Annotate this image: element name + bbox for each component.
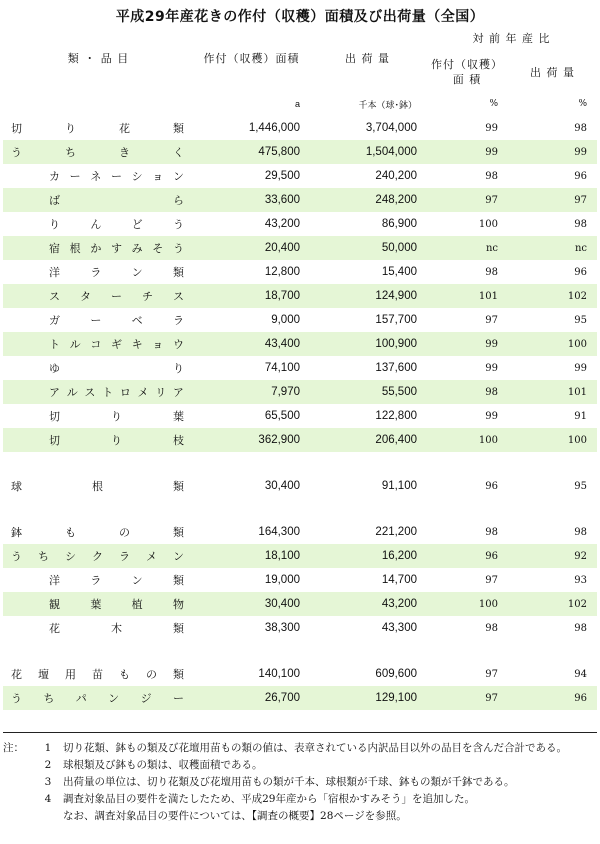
shipment-value: 15,400 — [381, 266, 417, 278]
shipment-value: 240,200 — [375, 170, 417, 182]
shipment-value: 14,700 — [381, 574, 417, 586]
header-ratio-shipment: 出 荷 量 — [530, 65, 575, 79]
row-label-text: ば ら — [49, 194, 184, 207]
shipment-value: 206,400 — [309, 428, 426, 452]
shipment-value: 248,200 — [309, 188, 426, 212]
header-ratio-area-line1: 作付（収穫） — [431, 58, 503, 71]
row-label-text: ゆ り — [49, 362, 184, 375]
ratio-area-value: 97 — [485, 574, 498, 586]
ratio-area-value: 98 — [426, 380, 508, 404]
ratio-area-value: 99 — [426, 140, 508, 164]
row-label — [3, 236, 194, 260]
table-row — [3, 260, 597, 284]
ratio-area-value: 97 — [426, 686, 508, 710]
spacer-row — [3, 452, 597, 474]
table-row — [3, 686, 597, 710]
row-label-text: り ん ど う — [49, 218, 184, 231]
shipment-value: 100,900 — [309, 332, 426, 356]
ratio-area-value: 100 — [426, 592, 508, 616]
ratio-shipment-value: 96 — [574, 266, 587, 278]
ratio-area-value: 99 — [485, 122, 498, 134]
row-label — [3, 662, 194, 686]
unit-ratio-area: % — [489, 99, 498, 109]
spacer-row — [3, 710, 597, 733]
ratio-shipment-value: 102 — [508, 284, 597, 308]
table-row — [3, 616, 597, 640]
row-label-text: ト ル コ ギ キ ョ ウ — [49, 338, 184, 351]
footnote-text: 出荷量の単位は、切り花類及び花壇用苗もの類が千本、球根類が千球、鉢もの類が千鉢である。 — [63, 776, 515, 788]
row-label-text: 洋 ラ ン 類 — [49, 574, 184, 587]
unit-area: a — [294, 99, 300, 109]
shipment-value: 43,200 — [309, 592, 426, 616]
row-label — [3, 332, 194, 356]
area-value: 164,300 — [258, 526, 300, 538]
ratio-shipment-value: 95 — [574, 480, 587, 492]
area-value: 30,400 — [264, 480, 300, 492]
area-value: 30,400 — [194, 592, 309, 616]
ratio-shipment-value: 98 — [574, 526, 587, 538]
row-label — [3, 116, 194, 140]
row-label — [3, 544, 194, 568]
ratio-area-value: nc — [426, 236, 508, 260]
ratio-shipment-value: nc — [508, 236, 597, 260]
row-label-text: 球 根 類 — [11, 480, 184, 493]
ratio-area-value: 96 — [426, 544, 508, 568]
footnote-number: 2 — [44, 759, 52, 771]
area-value: 7,970 — [194, 380, 309, 404]
ratio-area-value: 96 — [485, 480, 498, 492]
area-value: 362,900 — [194, 428, 309, 452]
area-value: 65,500 — [264, 410, 300, 422]
ratio-shipment-value: 92 — [508, 544, 597, 568]
row-label-text: 鉢 も の 類 — [11, 526, 184, 539]
header-ratio-area — [426, 52, 508, 92]
shipment-value: 43,300 — [381, 622, 417, 634]
row-label-text: ア ル ス ト ロ メ リ ア — [49, 386, 184, 399]
footnote-text: 切り花類、鉢もの類及び花壇用苗もの類の値は、表章されている内訳品目以外の品目を含んだ合計である。 — [63, 742, 567, 754]
ratio-area-value: 100 — [478, 218, 498, 230]
row-label — [3, 380, 194, 404]
row-label-text: 切 り 葉 — [49, 410, 184, 423]
area-value: 20,400 — [194, 236, 309, 260]
row-label — [3, 686, 194, 710]
row-label-text: う ち き く — [11, 146, 184, 159]
shipment-value: 157,700 — [375, 314, 417, 326]
ratio-shipment-value: 98 — [574, 122, 587, 134]
page-title: 平成29年産花きの作付（収穫）面積及び出荷量（全国） — [115, 9, 485, 25]
row-label-text: 洋 ラ ン 類 — [49, 266, 184, 279]
table-row — [3, 212, 597, 236]
ratio-shipment-value: 96 — [574, 170, 587, 182]
row-label-text: 花 壇 用 苗 も の 類 — [11, 668, 184, 681]
footnote-item — [3, 808, 597, 825]
shipment-value: 129,100 — [309, 686, 426, 710]
table-row — [3, 380, 597, 404]
footnote-number: 4 — [44, 793, 52, 805]
table-row — [3, 404, 597, 428]
row-label — [3, 188, 194, 212]
footnote-number: 3 — [44, 776, 52, 788]
table-row — [3, 544, 597, 568]
shipment-value: 221,200 — [375, 526, 417, 538]
footnote-text: 調査対象品目の要件を満たしたため、平成29年産から「宿根かすみそう」を追加した。 — [63, 793, 475, 805]
table-row — [3, 188, 597, 212]
shipment-value: 55,500 — [309, 380, 426, 404]
ratio-area-value: 98 — [485, 170, 498, 182]
header-ratio-group: 対 前 年 産 比 — [472, 32, 551, 45]
area-value: 18,100 — [194, 544, 309, 568]
table-row — [3, 140, 597, 164]
table-row — [3, 428, 597, 452]
row-label — [3, 568, 194, 592]
area-value: 33,600 — [194, 188, 309, 212]
row-label — [3, 260, 194, 284]
row-label-text: う ち パ ン ジ ー — [11, 692, 184, 705]
row-label-text: 花 木 類 — [49, 622, 184, 635]
shipment-value: 3,704,000 — [365, 122, 417, 134]
ratio-shipment-value: 98 — [574, 622, 587, 634]
table-row — [3, 236, 597, 260]
footnote-number — [33, 808, 63, 825]
footnotes — [3, 740, 597, 825]
table-row — [3, 520, 597, 544]
ratio-shipment-value: 99 — [508, 140, 597, 164]
area-value: 38,300 — [264, 622, 300, 634]
ratio-area-value: 99 — [485, 362, 498, 374]
ratio-area-value: 97 — [485, 314, 498, 326]
footnote-item — [3, 740, 597, 757]
ratio-shipment-value: 95 — [574, 314, 587, 326]
row-label — [3, 164, 194, 188]
table-row — [3, 332, 597, 356]
row-label — [3, 284, 194, 308]
row-label — [3, 356, 194, 380]
ratio-shipment-value: 98 — [574, 218, 587, 230]
row-label-text: う ち シ ク ラ メ ン — [11, 550, 184, 563]
table-row — [3, 568, 597, 592]
ratio-area-value: 98 — [485, 622, 498, 634]
area-value: 19,000 — [264, 574, 300, 586]
ratio-shipment-value: 94 — [574, 668, 587, 680]
ratio-shipment-value: 91 — [574, 410, 587, 422]
shipment-value: 122,800 — [375, 410, 417, 422]
ratio-area-value: 97 — [426, 188, 508, 212]
shipment-value: 16,200 — [309, 544, 426, 568]
row-label — [3, 616, 194, 640]
row-label-text: ガ ー ベ ラ — [49, 314, 184, 327]
row-label — [3, 428, 194, 452]
footnote-item — [3, 774, 597, 791]
area-value: 29,500 — [264, 170, 300, 182]
ratio-area-value: 101 — [426, 284, 508, 308]
header-category: 類 ・ 品 目 — [67, 52, 130, 65]
ratio-area-value: 98 — [485, 526, 498, 538]
ratio-shipment-value: 93 — [574, 574, 587, 586]
table-row — [3, 164, 597, 188]
ratio-shipment-value: 96 — [508, 686, 597, 710]
footnote-item — [3, 757, 597, 774]
ratio-shipment-value: 99 — [574, 362, 587, 374]
shipment-value: 50,000 — [309, 236, 426, 260]
row-label-text: 宿 根 か す み そ う — [49, 242, 184, 255]
row-label-text: ス タ ー チ ス — [49, 290, 184, 303]
area-value: 1,446,000 — [248, 122, 300, 134]
shipment-value: 124,900 — [309, 284, 426, 308]
area-value: 26,700 — [194, 686, 309, 710]
data-table — [3, 24, 597, 733]
spacer-row — [3, 640, 597, 662]
table-row — [3, 308, 597, 332]
shipment-value: 609,600 — [375, 668, 417, 680]
shipment-value: 1,504,000 — [309, 140, 426, 164]
shipment-value: 137,600 — [375, 362, 417, 374]
ratio-shipment-value: 100 — [508, 428, 597, 452]
row-label — [3, 592, 194, 616]
area-value: 43,200 — [264, 218, 300, 230]
row-label — [3, 140, 194, 164]
table-row — [3, 356, 597, 380]
ratio-shipment-value: 102 — [508, 592, 597, 616]
area-value: 12,800 — [264, 266, 300, 278]
header-ratio-area-line2: 面 積 — [452, 73, 482, 86]
footnote-number: 1 — [44, 742, 52, 754]
row-label — [3, 212, 194, 236]
footnote-text: 球根類及び鉢もの類は、収穫面積である。 — [63, 759, 263, 771]
area-value: 9,000 — [271, 314, 300, 326]
table-row — [3, 592, 597, 616]
area-value: 140,100 — [258, 668, 300, 680]
spacer-row — [3, 498, 597, 520]
unit-ratio-shipment: % — [578, 99, 587, 109]
row-label — [3, 308, 194, 332]
row-label-text: 切 り 花 類 — [11, 122, 184, 135]
ratio-shipment-value: 100 — [508, 332, 597, 356]
header-shipment: 出 荷 量 — [345, 52, 390, 65]
ratio-shipment-value: 101 — [508, 380, 597, 404]
shipment-value: 86,900 — [381, 218, 417, 230]
table-row — [3, 662, 597, 686]
unit-shipment: 千本（球･鉢） — [358, 99, 417, 110]
area-value: 18,700 — [194, 284, 309, 308]
row-label-text: 観 葉 植 物 — [49, 598, 184, 611]
row-label — [3, 404, 194, 428]
row-label — [3, 474, 194, 498]
table-row — [3, 284, 597, 308]
area-value: 43,400 — [194, 332, 309, 356]
ratio-area-value: 99 — [485, 410, 498, 422]
ratio-area-value: 99 — [426, 332, 508, 356]
table-row — [3, 474, 597, 498]
footnote-item — [3, 791, 597, 808]
row-label — [3, 520, 194, 544]
ratio-shipment-value: 97 — [508, 188, 597, 212]
header-area: 作付（収穫）面積 — [203, 52, 300, 65]
area-value: 475,800 — [194, 140, 309, 164]
row-label-text: カ ー ネ ー シ ョ ン — [49, 170, 184, 183]
row-label-text: 切 り 枝 — [49, 434, 184, 447]
ratio-area-value: 97 — [485, 668, 498, 680]
area-value: 74,100 — [264, 362, 300, 374]
table-row — [3, 116, 597, 140]
shipment-value: 91,100 — [381, 480, 417, 492]
footnote-text: なお、調査対象品目の要件については、【調査の概要】28ページを参照。 — [63, 810, 407, 822]
footnote-label: 注： — [3, 742, 24, 754]
ratio-area-value: 98 — [485, 266, 498, 278]
ratio-area-value: 100 — [426, 428, 508, 452]
